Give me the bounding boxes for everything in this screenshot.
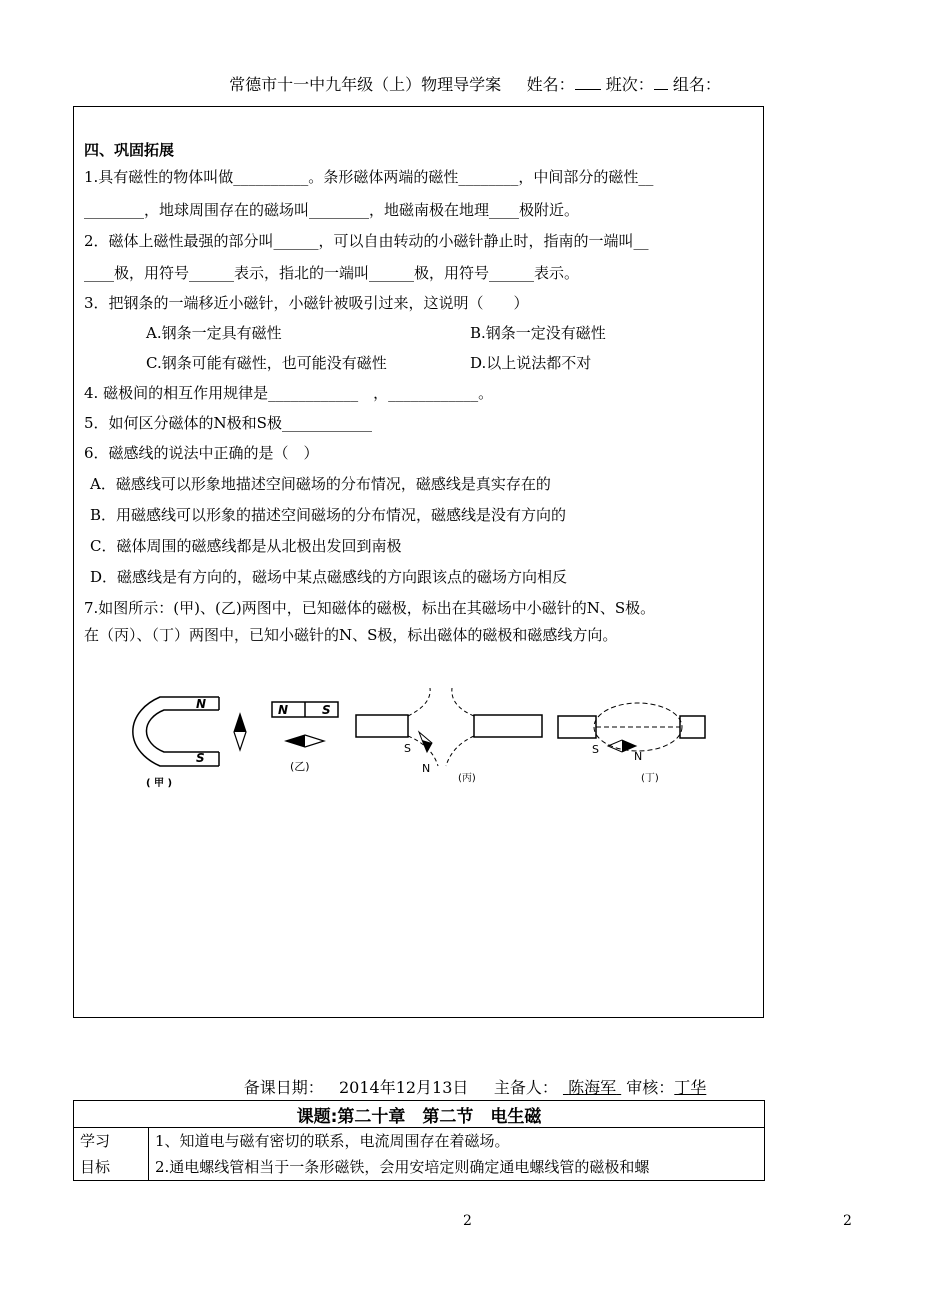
name-blank	[575, 75, 601, 90]
q1-line1: 1.具有磁性的物体叫做__________。条形磁体两端的磁性________，中间部分的磁性__	[84, 168, 654, 186]
page-number-center: 2	[463, 1213, 472, 1229]
bar-magnet-ding-left	[558, 716, 596, 738]
ding-caption: (丁)	[641, 773, 659, 784]
goal-label-line2: 目标	[80, 1158, 111, 1176]
bar-magnet-bing-right	[474, 715, 542, 737]
q3-option-a: A.钢条一定具有磁性	[146, 324, 282, 342]
goal-label	[74, 1128, 149, 1181]
q3-option-c: C.钢条可能有磁性，也可能没有磁性	[146, 354, 387, 372]
q7-line1: 7.如图所示：(甲)、(乙)两图中，已知磁体的磁极，标出在其磁场中小磁针的N、S极。	[84, 599, 656, 617]
q3-stem: 3．把钢条的一端移近小磁针，小磁针被吸引过来，这说明（ ）	[84, 294, 529, 312]
page-header	[0, 72, 950, 95]
preparer-name	[563, 1078, 621, 1097]
bing-n-label: N	[422, 762, 431, 775]
ding-s-label: S	[592, 743, 599, 756]
school-title: 常德市十一中九年级（上）物理导学案	[229, 75, 502, 94]
compass-needle-jia-tip	[234, 714, 246, 732]
q5: 5．如何区分磁体的N极和S极____________	[84, 414, 372, 432]
class-blank	[654, 75, 668, 90]
q6-stem: 6．磁感线的说法中正确的是（ ）	[84, 444, 319, 462]
q6-option-d: D．磁感线是有方向的，磁场中某点磁感线的方向跟该点的磁场方向相反	[90, 568, 568, 586]
yi-n-label: N	[278, 703, 289, 717]
prep-date: 2014年12月13日	[338, 1078, 469, 1097]
q2-line1: 2．磁体上磁性最强的部分叫______，可以自由转动的小磁针静止时，指南的一端叫__	[84, 232, 649, 250]
q6-option-b: B．用磁感线可以形象的描述空间磁场的分布情况，磁感线是没有方向的	[90, 506, 567, 524]
yi-caption: (乙)	[290, 760, 310, 773]
q7-line2: 在（丙）、（丁）两图中，已知小磁针的N、S极，标出磁体的磁极和磁感线方向。	[84, 626, 618, 644]
prep-info	[0, 1075, 950, 1098]
preparer-value: 陈海军	[568, 1078, 617, 1097]
q6-option-a: A．磁感线可以形象地描述空间磁场的分布情况，磁感线是真实存在的	[90, 475, 551, 493]
q3-option-b: B.钢条一定没有磁性	[470, 324, 606, 342]
lesson-title: 课题:第二十章 第二节 电生磁	[74, 1101, 765, 1128]
bing-caption: (丙)	[458, 773, 476, 784]
jia-s-label: S	[196, 751, 205, 765]
preparer-label: 主备人：	[493, 1078, 558, 1097]
ding-n-label: N	[634, 750, 643, 763]
q4: 4. 磁极间的相互作用规律是____________ ，____________。	[84, 384, 494, 402]
yi-s-label: S	[322, 703, 331, 717]
goal-2: 2.通电螺线管相当于一条形磁铁，会用安培定则确定通电螺线管的磁极和螺	[155, 1158, 650, 1176]
group-label: 组名：	[672, 75, 721, 94]
reviewer-label: 审核：	[626, 1078, 675, 1097]
bar-magnet-bing-left	[356, 715, 408, 737]
q2-line2: ____极，用符号______表示，指北的一端叫______极，用符号______表示。	[84, 264, 580, 282]
date-label: 备课日期：	[243, 1078, 324, 1097]
page-number-right: 2	[843, 1213, 852, 1229]
goal-1: 1、知道电与磁有密切的联系，电流周围存在着磁场。	[155, 1132, 510, 1150]
jia-caption: ( 甲 )	[146, 778, 173, 789]
bing-s-label: S	[404, 742, 411, 755]
goal-text	[149, 1128, 765, 1181]
bar-magnet-ding-right	[680, 716, 705, 738]
name-label: 姓名：	[526, 75, 575, 94]
section-title: 四、巩固拓展	[84, 141, 175, 159]
q6-option-c: C．磁体周围的磁感线都是从北极出发回到南极	[90, 537, 402, 555]
q3-option-d: D.以上说法都不对	[470, 354, 592, 372]
u-magnet	[133, 697, 219, 766]
reviewer-name: 丁华	[674, 1078, 707, 1097]
jia-n-label: N	[196, 697, 207, 711]
magnet-figure	[96, 680, 716, 795]
lesson-table	[73, 1100, 765, 1181]
class-label: 班次：	[605, 75, 654, 94]
q1-line2: ________，地球周围存在的磁场叫________，地磁南极在地理____极附近。	[84, 201, 580, 219]
goal-label-line1: 学习	[80, 1132, 111, 1150]
field-lines-bing	[408, 688, 474, 766]
